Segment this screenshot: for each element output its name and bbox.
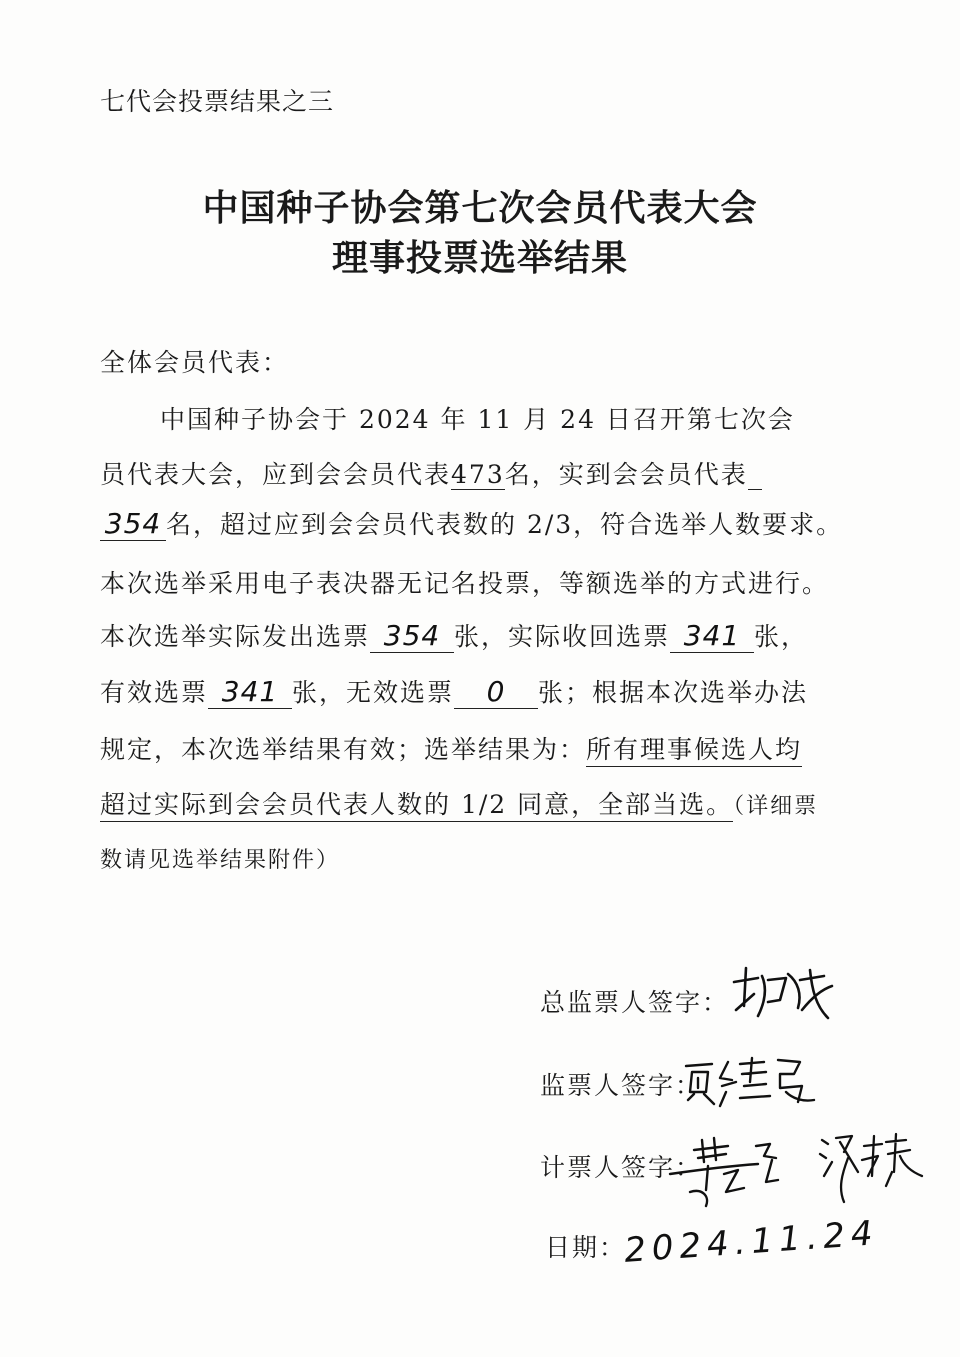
chief-monitor-label: 总监票人签字： [540, 988, 730, 1017]
body-text: 规定，本次选举结果有效；选举结果为： [100, 735, 587, 764]
issued-ballots-handwritten: 354 [370, 622, 454, 653]
signing-date-handwritten: 2024.11.24 [622, 1213, 880, 1271]
body-line-9 [100, 843, 340, 874]
header-note: 七代会投票结果之三 [100, 87, 335, 116]
body-line-2 [100, 455, 762, 491]
salutation: 全体会员代表： [100, 348, 290, 377]
expected-count: 473 [451, 460, 505, 489]
valid-ballots-handwritten: 341 [208, 678, 292, 709]
date-label: 日期： [545, 1233, 627, 1262]
body-text: （详细票 [733, 794, 819, 819]
body-text: 名，超过应到会会员代表数的 2/3，符合选举人数要求。 [166, 510, 844, 539]
result-text-underlined: 超过实际到会会员代表人数的 1/2 同意，全部当选。 [100, 790, 733, 822]
body-text: 本次选举采用电子表决器无记名投票，等额选举的方式进行。 [100, 569, 830, 598]
body-line-1 [160, 400, 795, 436]
invalid-ballots-handwritten: 0 [454, 678, 538, 709]
body-line-3 [100, 505, 843, 541]
body-line-6 [100, 673, 808, 709]
body-text: 有效选票 [100, 678, 209, 707]
document-title-line-1: 中国种子协会第七次会员代表大会 [202, 188, 758, 229]
counter-label: 计票人签字： [540, 1153, 703, 1182]
body-text: 本次选举实际发出选票 [100, 622, 371, 651]
underline-blank [748, 462, 762, 490]
body-text: 数请见选举结果附件） [100, 848, 341, 873]
document-title-line-2: 理事投票选举结果 [331, 238, 628, 279]
body-line-4 [100, 564, 829, 600]
monitor-label: 监票人签字： [540, 1071, 703, 1100]
body-line-5 [100, 617, 808, 653]
actual-count-handwritten: 354 [100, 510, 166, 541]
chief-monitor-signature [728, 960, 838, 1030]
returned-ballots-handwritten: 341 [670, 622, 754, 653]
body-text: 名，实到会会员代表 [504, 460, 748, 489]
body-text: 中国种子协会于 2024 年 11 月 24 日召开第七次会 [160, 405, 795, 434]
body-text: 张，实际收回选票 [454, 622, 671, 651]
body-line-7 [100, 730, 802, 766]
monitor-signature [682, 1052, 822, 1112]
body-line-8 [100, 785, 818, 821]
counter-signature-1 [668, 1130, 788, 1210]
result-text-underlined: 所有理事候选人均 [586, 735, 802, 767]
body-text: 张；根据本次选举办法 [538, 678, 809, 707]
counter-signature-2 [818, 1132, 928, 1212]
body-text: 张，无效选票 [292, 678, 455, 707]
body-text: 张， [754, 622, 809, 651]
body-text: 员代表大会，应到会会员代表 [100, 460, 452, 489]
